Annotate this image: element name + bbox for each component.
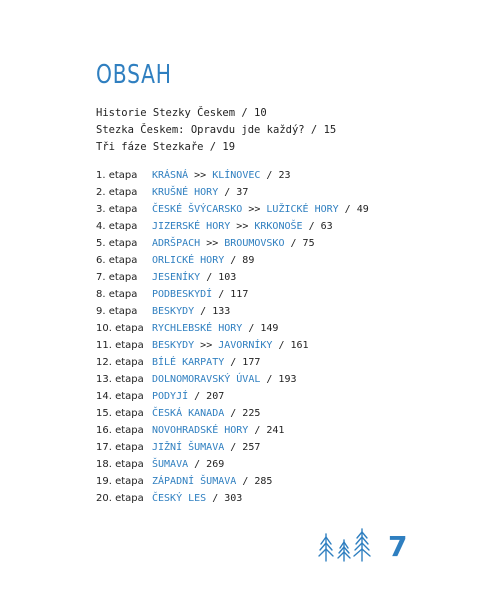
page-title: OBSAH xyxy=(96,60,172,90)
stage-page: / 117 xyxy=(212,289,249,300)
toc-entry[interactable]: Tři fáze Stezkaře / 19 xyxy=(96,141,236,153)
stage-region-secondary: KRKONOŠE xyxy=(254,221,303,232)
stage-region: ČESKÝ LES xyxy=(152,493,207,504)
stage-page: / 269 xyxy=(188,459,225,470)
stage-separator: >> xyxy=(200,238,225,249)
stage-row[interactable] xyxy=(96,439,369,456)
stage-row[interactable] xyxy=(96,422,369,439)
stage-page: / 225 xyxy=(224,408,261,419)
stage-number: 9. etapa xyxy=(96,306,138,317)
stage-separator: >> xyxy=(194,340,219,351)
stage-number: 10. etapa xyxy=(96,323,144,334)
pine-trees-icon xyxy=(316,528,382,562)
stage-region-secondary: KLÍNOVEC xyxy=(212,170,261,181)
stage-region-secondary: LUŽICKÉ HORY xyxy=(266,204,339,215)
stage-region: PODBESKYDÍ xyxy=(152,289,213,300)
stage-number: 15. etapa xyxy=(96,408,144,419)
stage-separator: >> xyxy=(230,221,255,232)
toc-entry[interactable]: Historie Stezky Českem / 10 xyxy=(96,107,267,119)
intro-list xyxy=(96,105,336,156)
stage-number: 2. etapa xyxy=(96,187,138,198)
stage-number: 20. etapa xyxy=(96,493,144,504)
stage-row[interactable] xyxy=(96,354,369,371)
toc-entry[interactable]: Stezka Českem: Opravdu jde každý? / 15 xyxy=(96,124,337,136)
page-number: 7 xyxy=(388,530,408,563)
stage-region: RYCHLEBSKÉ HORY xyxy=(152,323,243,334)
stage-number: 5. etapa xyxy=(96,238,138,249)
stage-page: / 37 xyxy=(218,187,249,198)
stage-row[interactable] xyxy=(96,388,369,405)
stage-region: PODYJÍ xyxy=(152,391,189,402)
stage-row[interactable] xyxy=(96,184,369,201)
stage-region: ŠUMAVA xyxy=(152,459,189,470)
stage-separator: >> xyxy=(242,204,267,215)
stage-page: / 89 xyxy=(224,255,255,266)
stage-number: 17. etapa xyxy=(96,442,144,453)
stage-region: JIZERSKÉ HORY xyxy=(152,221,231,232)
stage-row[interactable] xyxy=(96,320,369,337)
stage-number: 16. etapa xyxy=(96,425,144,436)
stage-page: / 207 xyxy=(188,391,225,402)
stage-row[interactable] xyxy=(96,252,369,269)
stage-page: / 49 xyxy=(338,204,369,215)
stage-number: 12. etapa xyxy=(96,357,144,368)
stage-region: ADRŠPACH xyxy=(152,238,201,249)
stage-number: 19. etapa xyxy=(96,476,144,487)
stage-region: BÍLÉ KARPATY xyxy=(152,357,225,368)
stage-region: ČESKÉ ŠVÝCARSKO xyxy=(152,204,243,215)
stage-list xyxy=(96,167,369,507)
stage-row[interactable] xyxy=(96,371,369,388)
stage-number: 11. etapa xyxy=(96,340,144,351)
stage-number: 1. etapa xyxy=(96,170,138,181)
stage-row[interactable] xyxy=(96,490,369,507)
stage-row[interactable] xyxy=(96,405,369,422)
stage-page: / 133 xyxy=(194,306,231,317)
stage-row[interactable] xyxy=(96,167,369,184)
stage-region: DOLNOMORAVSKÝ ÚVAL xyxy=(152,374,261,385)
stage-separator: >> xyxy=(188,170,213,181)
stage-row[interactable] xyxy=(96,337,369,354)
stage-page: / 177 xyxy=(224,357,261,368)
stage-number: 7. etapa xyxy=(96,272,138,283)
stage-page: / 161 xyxy=(272,340,309,351)
stage-region-secondary: JAVORNÍKY xyxy=(218,340,273,351)
stage-page: / 149 xyxy=(242,323,279,334)
stage-region: ORLICKÉ HORY xyxy=(152,255,225,266)
stage-region: JIŽNÍ ŠUMAVA xyxy=(152,442,225,453)
stage-region-secondary: BROUMOVSKO xyxy=(224,238,285,249)
stage-region: BESKYDY xyxy=(152,340,195,351)
stage-number: 14. etapa xyxy=(96,391,144,402)
stage-region: KRUŠNÉ HORY xyxy=(152,187,219,198)
stage-row[interactable] xyxy=(96,201,369,218)
stage-row[interactable] xyxy=(96,218,369,235)
stage-number: 13. etapa xyxy=(96,374,144,385)
stage-region: JESENÍKY xyxy=(152,272,201,283)
stage-page: / 23 xyxy=(260,170,291,181)
stage-region: ČESKÁ KANADA xyxy=(152,408,225,419)
stage-row[interactable] xyxy=(96,286,369,303)
stage-region: KRÁSNÁ xyxy=(152,170,189,181)
stage-row[interactable] xyxy=(96,269,369,286)
stage-number: 4. etapa xyxy=(96,221,138,232)
stage-region: ZÁPADNÍ ŠUMAVA xyxy=(152,476,237,487)
stage-page: / 241 xyxy=(248,425,285,436)
stage-page: / 103 xyxy=(200,272,237,283)
stage-number: 18. etapa xyxy=(96,459,144,470)
stage-region: BESKYDY xyxy=(152,306,195,317)
stage-number: 6. etapa xyxy=(96,255,138,266)
stage-row[interactable] xyxy=(96,473,369,490)
stage-row[interactable] xyxy=(96,456,369,473)
stage-page: / 193 xyxy=(260,374,297,385)
stage-row[interactable] xyxy=(96,303,369,320)
stage-page: / 63 xyxy=(302,221,333,232)
stage-page: / 257 xyxy=(224,442,261,453)
stage-number: 3. etapa xyxy=(96,204,138,215)
stage-number: 8. etapa xyxy=(96,289,138,300)
stage-row[interactable] xyxy=(96,235,369,252)
stage-region: NOVOHRADSKÉ HORY xyxy=(152,425,249,436)
stage-page: / 303 xyxy=(206,493,243,504)
stage-page: / 285 xyxy=(236,476,273,487)
stage-page: / 75 xyxy=(284,238,315,249)
